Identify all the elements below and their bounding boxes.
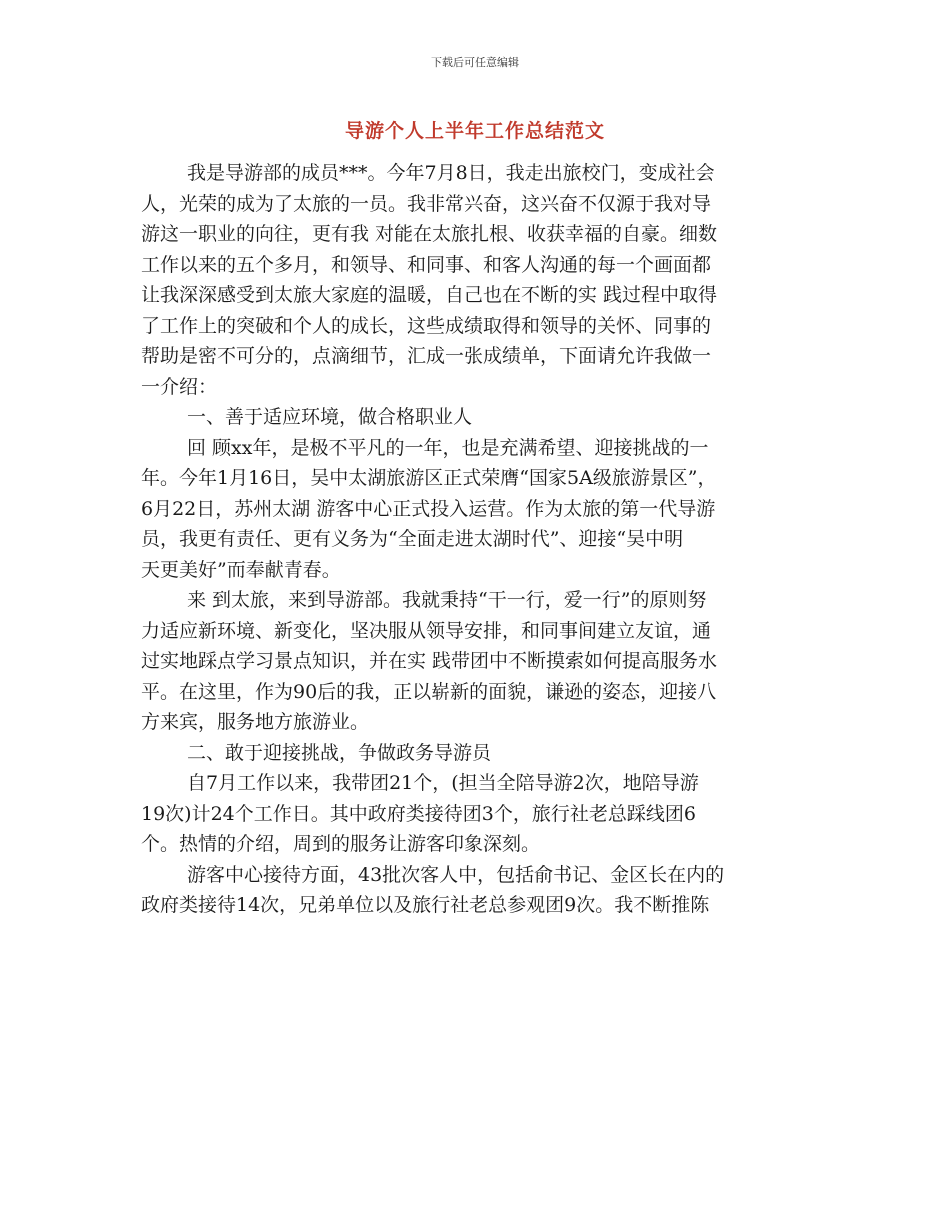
body-line: 游客中心接待方面，43批次客人中，包括俞书记、金区长在内的 xyxy=(187,863,725,886)
body-line: 我是导游部的成员***。今年7月8日，我走出旅校门，变成社会 xyxy=(187,162,715,184)
document-body xyxy=(141,158,809,921)
body-line: 游这一职业的向往，更有我 对能在太旅扎根、收获幸福的自豪。细数 xyxy=(141,223,718,245)
body-line: 年。今年1月16日，吴中太湖旅游区正式荣膺“国家5A级旅游景区”， xyxy=(141,467,717,489)
body-line: 政府类接待14次，兄弟单位以及旅行社老总参观团9次。我不断推陈 xyxy=(141,894,710,916)
body-line: 人，光荣的成为了太旅的一员。我非常兴奋，这兴奋不仅源于我对导 xyxy=(141,192,712,215)
body-line: 一、善于适应环境，做合格职业人 xyxy=(187,406,473,428)
body-line: 天更美好”而奉献青春。 xyxy=(141,558,341,581)
body-line: 过实地踩点学习景点知识，并在实 践带团中不断摸索如何提高服务水 xyxy=(141,650,718,672)
body-line: 方来宾，服务地方旅游业。 xyxy=(141,711,370,733)
body-line: 力适应新环境、新变化，坚决服从领导安排，和同事间建立友谊，通 xyxy=(141,619,712,642)
body-line: 平。在这里，作为90后的我，正以崭新的面貌，谦逊的姿态，迎接八 xyxy=(141,680,717,703)
body-line: 帮助是密不可分的，点滴细节，汇成一张成绩单，下面请允许我做一 xyxy=(141,345,712,367)
header-note: 下载后可任意编辑 xyxy=(431,56,519,69)
body-line: 回 顾xx年，是极不平凡的一年，也是充满希望、迎接挑战的一 xyxy=(187,436,709,459)
body-line: 来 到太旅，来到导游部。我就秉持“干一行，爱一行”的原则努 xyxy=(187,589,707,611)
body-line: 工作以来的五个多月，和领导、和同事、和客人沟通的每一个画面都 xyxy=(141,253,712,276)
body-line: 二、敢于迎接挑战，争做政务导游员 xyxy=(187,741,492,764)
body-line: 了工作上的突破和个人的成长，这些成绩取得和领导的关怀、同事的 xyxy=(141,314,712,337)
body-line: 6月22日，苏州太湖 游客中心正式投入运营。作为太旅的第一代导游 xyxy=(141,497,716,520)
body-line: 自7月工作以来，我带团21个，(担当全陪导游2次，地陪导游 xyxy=(187,772,699,794)
body-line: 员，我更有责任、更有义务为“全面走进太湖时代”、迎接“吴中明 xyxy=(141,528,684,550)
body-line: 个。热情的介绍，周到的服务让游客印象深刻。 xyxy=(141,833,541,855)
body-line: 让我深深感受到太旅大家庭的温暖，自己也在不断的实 践过程中取得 xyxy=(141,284,718,306)
document-title: 导游个人上半年工作总结范文 xyxy=(344,120,605,142)
body-line: 19次)计24个工作日。其中政府类接待团3个，旅行社老总踩线团6 xyxy=(141,802,696,825)
body-line: 一介绍： xyxy=(141,375,218,398)
